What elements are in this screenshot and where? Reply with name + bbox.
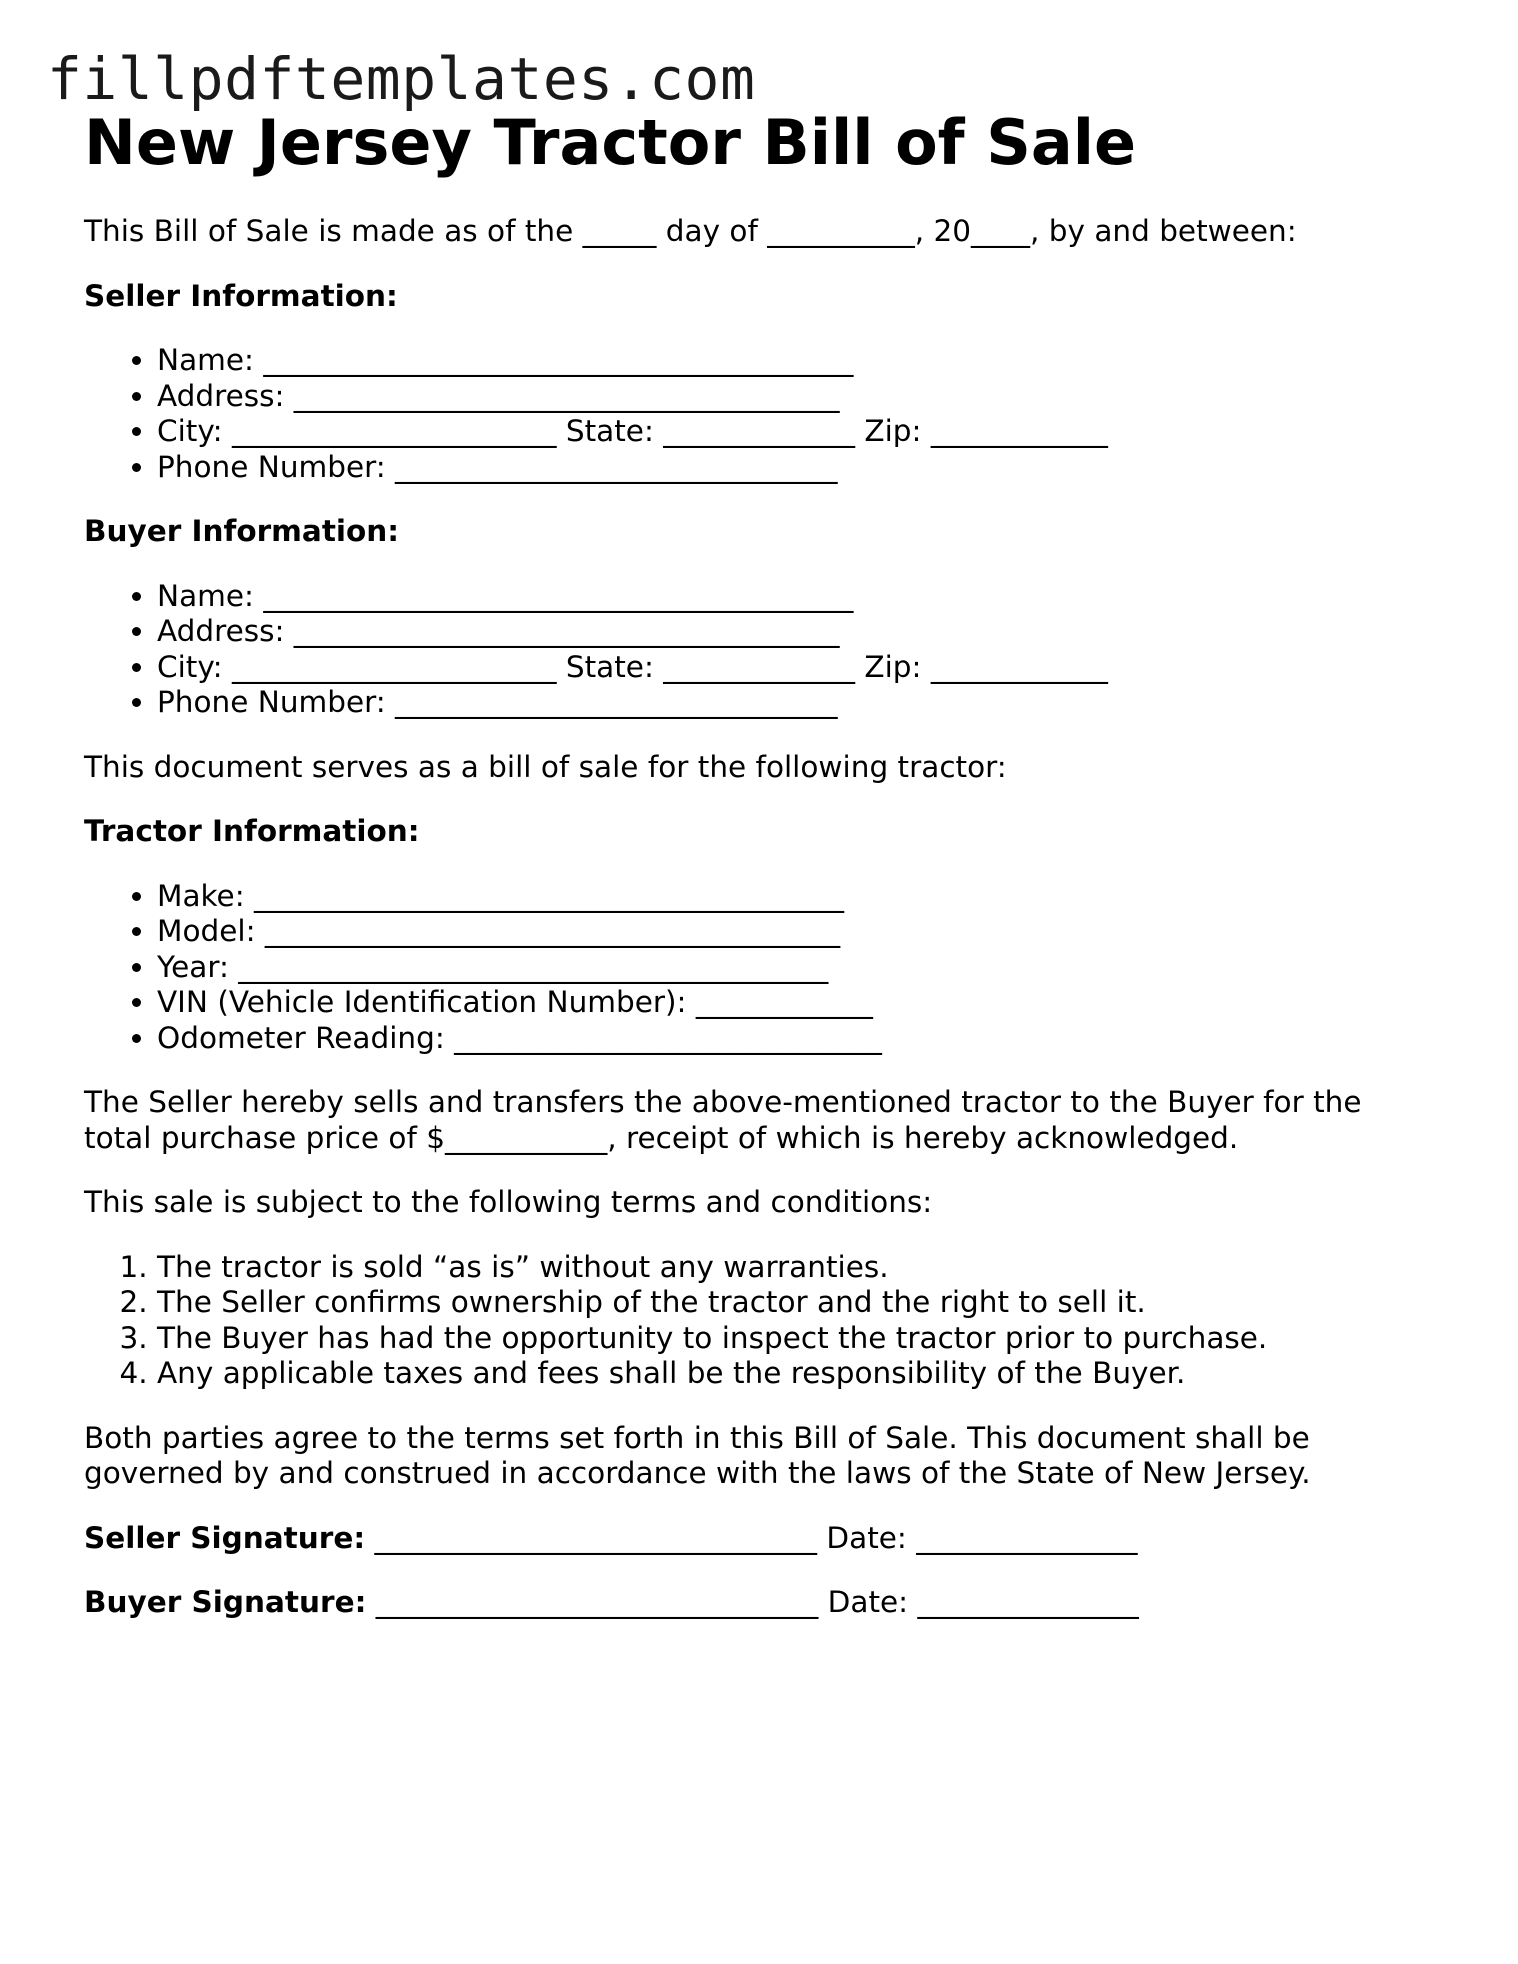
seller-address-field[interactable]: • Address: _____________________________________ — [157, 379, 1414, 415]
buyer-info-heading: Buyer Information: — [84, 514, 400, 548]
buyer-address-field[interactable]: • Address: _____________________________________ — [157, 614, 1414, 650]
tractor-vin-field[interactable]: • VIN (Vehicle Identification Number): ____________ — [157, 985, 1414, 1021]
term-item: 1. The tractor is sold “as is” without any warranties. — [157, 1250, 1414, 1286]
tractor-make-field[interactable]: • Make: ________________________________________ — [157, 879, 1414, 915]
term-item: 4. Any applicable taxes and fees shall be the responsibility of the Buyer. — [157, 1356, 1414, 1392]
terms-list — [84, 1250, 1414, 1392]
seller-signature-line[interactable] — [84, 1521, 1414, 1557]
tractor-year-field[interactable]: • Year: ________________________________________ — [157, 950, 1414, 986]
tractor-odometer-field[interactable]: • Odometer Reading: _____________________________ — [157, 1021, 1414, 1057]
seller-city-state-zip-field[interactable]: • City: ______________________ State: _____________ Zip: ____________ — [157, 414, 1414, 450]
seller-info-list — [84, 343, 1414, 485]
seller-phone-field[interactable]: • Phone Number: ______________________________ — [157, 450, 1414, 486]
transfer-statement: The Seller hereby sells and transfers the above-mentioned tractor to the Buyer for the total purchase price of $___________, receipt of which is hereby acknowledged. — [84, 1085, 1371, 1155]
tractor-info-heading: Tractor Information: — [84, 814, 420, 848]
term-item: 2. The Seller confirms ownership of the tractor and the right to sell it. — [157, 1285, 1414, 1321]
buyer-city-state-zip-field[interactable]: • City: ______________________ State: _____________ Zip: ____________ — [157, 650, 1414, 686]
buyer-name-field[interactable]: • Name: ________________________________________ — [157, 579, 1414, 615]
seller-name-field[interactable]: • Name: ________________________________________ — [157, 343, 1414, 379]
agreement-paragraph: Both parties agree to the terms set forth in this Bill of Sale. This document shall be governed by and construed in accordance with the laws of the State of New Jersey. — [84, 1420, 1320, 1490]
buyer-signature-line[interactable] — [84, 1585, 1414, 1621]
intro-paragraph: This Bill of Sale is made as of the _____ day of __________, 20____, by and between: — [84, 214, 1297, 248]
term-item: 3. The Buyer has had the opportunity to inspect the tractor prior to purchase. — [157, 1321, 1414, 1357]
buyer-signature-date-blanks[interactable]: ______________________________ Date: _______________ — [366, 1585, 1139, 1619]
buyer-info-list — [84, 579, 1414, 721]
buyer-signature-label: Buyer Signature: — [84, 1585, 367, 1619]
tractor-info-list — [84, 879, 1414, 1057]
document-statement: This document serves as a bill of sale for the following tractor: — [84, 749, 1007, 784]
terms-intro: This sale is subject to the following terms and conditions: — [84, 1185, 933, 1219]
buyer-phone-field[interactable]: • Phone Number: ______________________________ — [157, 685, 1414, 721]
seller-info-heading: Seller Information: — [84, 278, 398, 313]
seller-signature-date-blanks[interactable]: ______________________________ Date: _______________ — [365, 1520, 1138, 1555]
page-title: New Jersey Tractor Bill of Sale — [84, 106, 1137, 179]
watermark-logo: fillpdftemplates.com — [47, 45, 756, 113]
document-body — [84, 214, 1414, 1650]
tractor-model-field[interactable]: • Model: _______________________________________ — [157, 914, 1414, 950]
seller-signature-label: Seller Signature: — [84, 1520, 366, 1555]
